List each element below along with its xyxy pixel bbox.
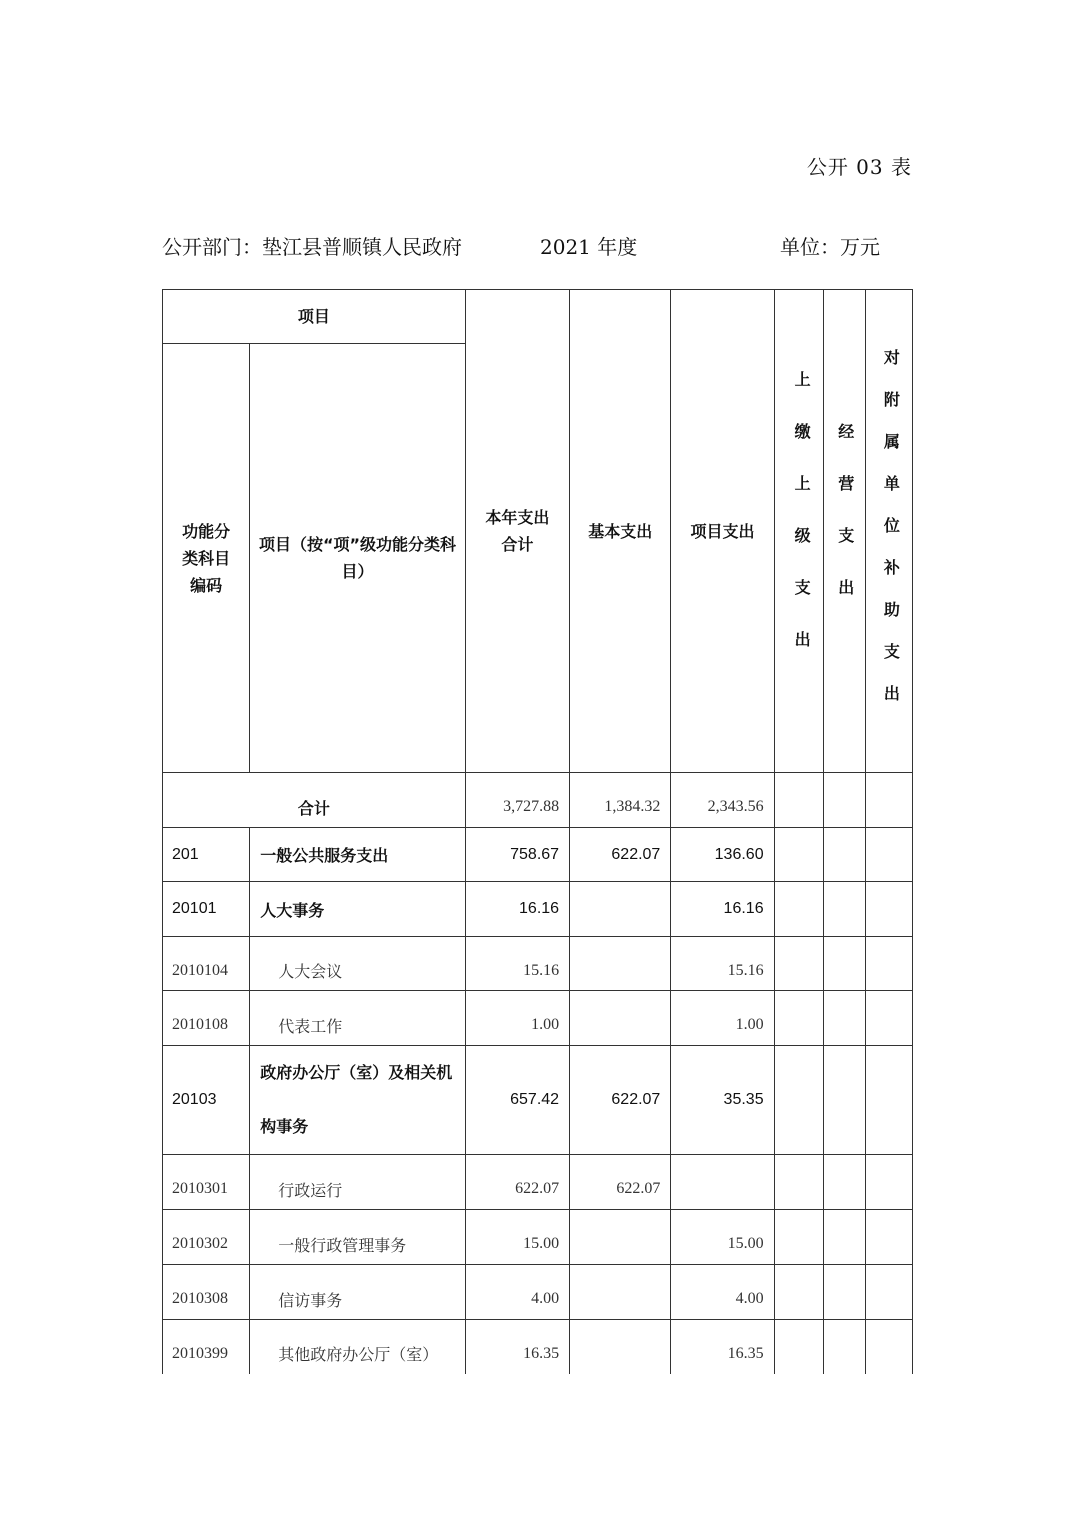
row-code: 20101	[163, 882, 250, 937]
header-basic: 基本支出	[570, 290, 671, 773]
table-row	[163, 1210, 913, 1265]
row-name: 一般行政管理事务	[250, 1210, 466, 1265]
row-total: 622.07	[465, 1155, 569, 1210]
header-project: 项目	[163, 290, 466, 344]
row-name: 行政运行	[250, 1155, 466, 1210]
row-basic	[570, 1210, 671, 1265]
row-total: 4.00	[465, 1265, 569, 1320]
row-basic	[570, 1265, 671, 1320]
header-upper-remit: 上缴上级支出	[774, 290, 823, 773]
document-tag: 公开 03 表	[806, 155, 912, 179]
row-basic: 622.07	[570, 1155, 671, 1210]
row-name: 政府办公厅（室）及相关机构事务	[250, 1046, 466, 1155]
row-code: 2010399	[163, 1320, 250, 1374]
row-basic	[570, 882, 671, 937]
row-project: 15.16	[671, 937, 774, 991]
total-upper	[774, 773, 823, 828]
row-total: 15.00	[465, 1210, 569, 1265]
row-code: 20103	[163, 1046, 250, 1155]
table-row	[163, 937, 913, 991]
row-name: 人大会议	[250, 937, 466, 991]
header-business: 经营支出	[823, 290, 865, 773]
row-project: 15.00	[671, 1210, 774, 1265]
table-row	[163, 828, 913, 882]
row-total: 758.67	[465, 828, 569, 882]
row-total: 16.35	[465, 1320, 569, 1374]
row-code: 2010104	[163, 937, 250, 991]
total-sum: 3,727.88	[465, 773, 569, 828]
row-project: 16.35	[671, 1320, 774, 1374]
row-code: 2010302	[163, 1210, 250, 1265]
row-basic	[570, 1320, 671, 1374]
expenditure-table	[162, 289, 913, 1374]
department-label: 公开部门：垫江县普顺镇人民政府	[162, 235, 462, 259]
row-name: 信访事务	[250, 1265, 466, 1320]
row-name: 代表工作	[250, 991, 466, 1046]
header-code: 功能分类科目编码	[163, 344, 250, 773]
total-label: 合计	[163, 773, 466, 828]
row-basic: 622.07	[570, 828, 671, 882]
total-project: 2,343.56	[671, 773, 774, 828]
total-subsidy	[865, 773, 912, 828]
header-total: 本年支出合计	[465, 290, 569, 773]
total-business	[823, 773, 865, 828]
table-row	[163, 1046, 913, 1155]
table-row	[163, 1155, 913, 1210]
row-code: 2010308	[163, 1265, 250, 1320]
row-name: 人大事务	[250, 882, 466, 937]
table-row	[163, 991, 913, 1046]
table-row	[163, 882, 913, 937]
row-code: 2010108	[163, 991, 250, 1046]
row-basic	[570, 937, 671, 991]
row-total: 657.42	[465, 1046, 569, 1155]
header-project-expense: 项目支出	[671, 290, 774, 773]
total-basic: 1,384.32	[570, 773, 671, 828]
table-row	[163, 1320, 913, 1374]
header-subsidy: 对附属单位补助支出	[865, 290, 912, 773]
row-code: 2010301	[163, 1155, 250, 1210]
unit-label: 单位：万元	[780, 235, 880, 259]
header-item: 项目（按“项”级功能分类科目）	[250, 344, 466, 773]
row-project: 35.35	[671, 1046, 774, 1155]
row-total: 15.16	[465, 937, 569, 991]
row-project: 1.00	[671, 991, 774, 1046]
row-project: 16.16	[671, 882, 774, 937]
row-name: 其他政府办公厅（室）	[250, 1320, 466, 1374]
row-basic: 622.07	[570, 1046, 671, 1155]
row-code: 201	[163, 828, 250, 882]
row-project: 4.00	[671, 1265, 774, 1320]
row-name: 一般公共服务支出	[250, 828, 466, 882]
row-total: 16.16	[465, 882, 569, 937]
table-row	[163, 1265, 913, 1320]
row-total: 1.00	[465, 991, 569, 1046]
row-project	[671, 1155, 774, 1210]
year-label: 2021 年度	[540, 235, 638, 259]
row-basic	[570, 991, 671, 1046]
row-project: 136.60	[671, 828, 774, 882]
